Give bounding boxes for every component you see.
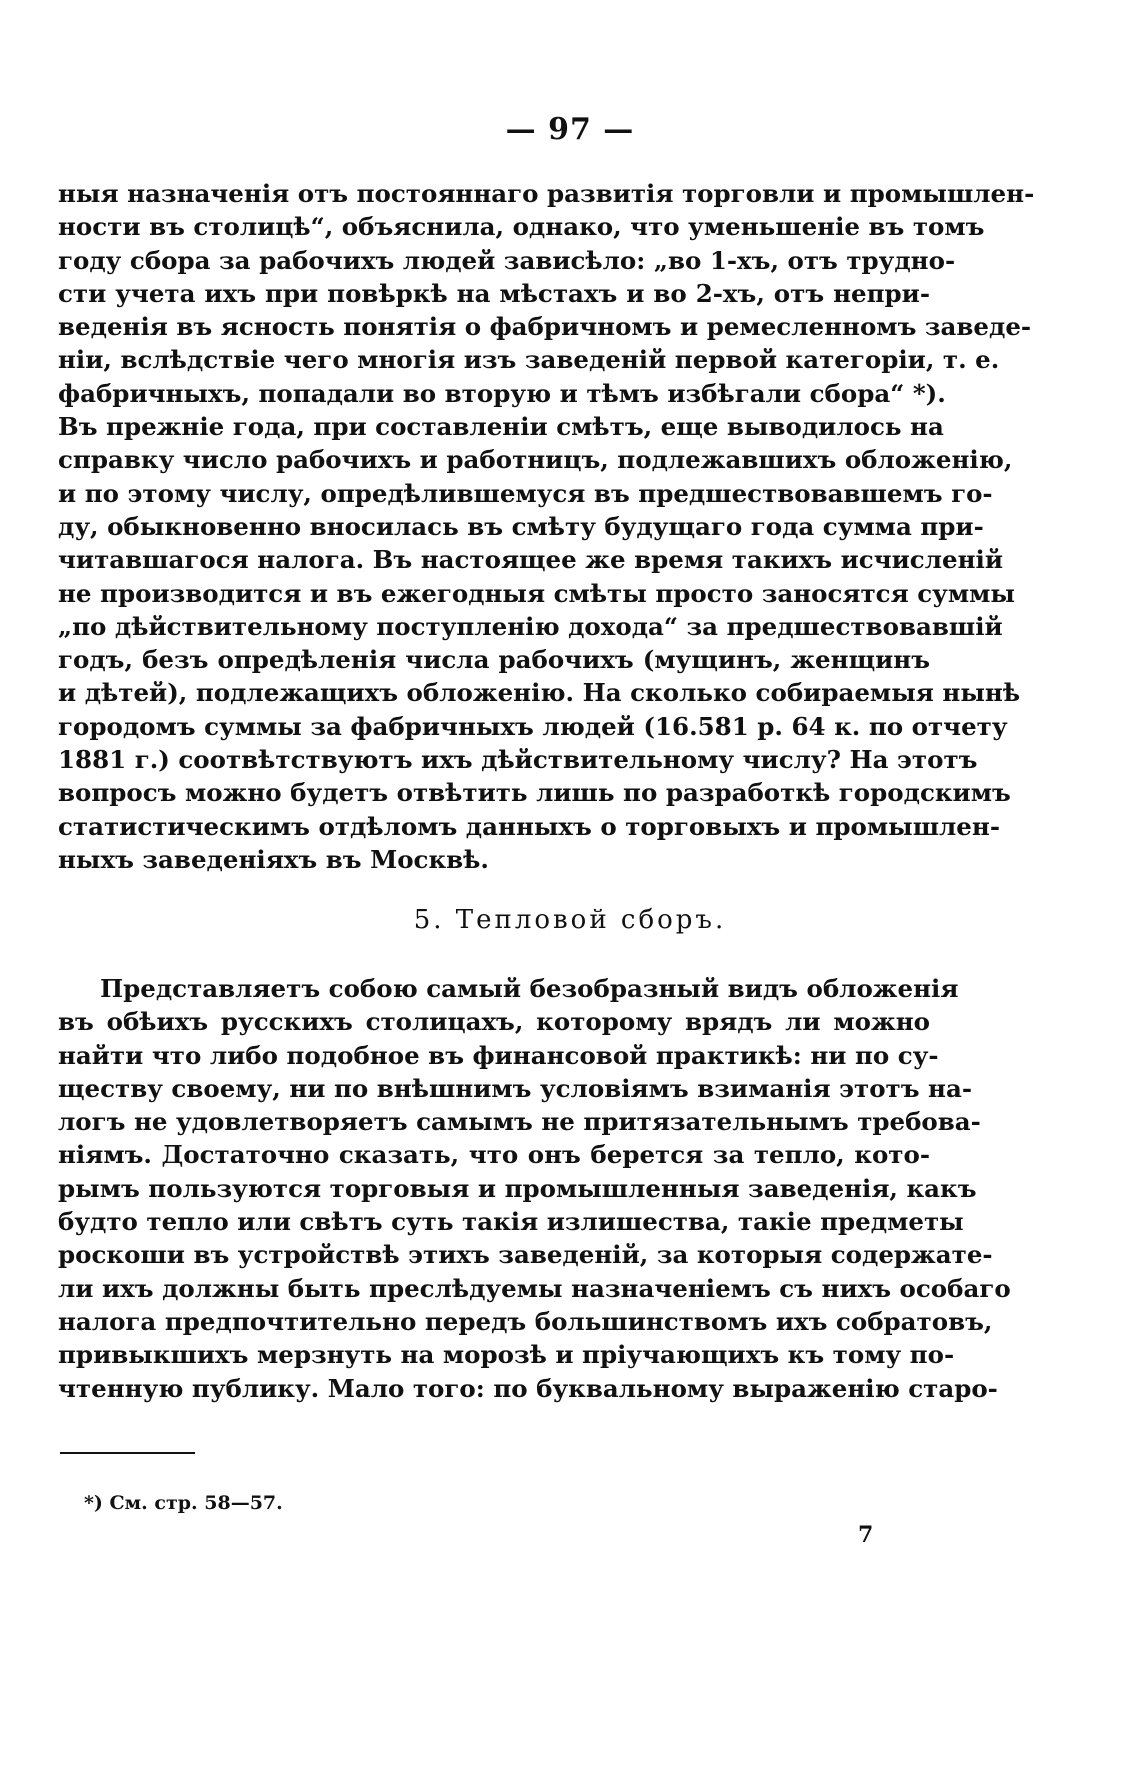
text-line: и по этому числу, опредѣлившемуся въ предшествовавшемъ го-: [58, 478, 993, 508]
text-line: найти что либо подобное въ финансовой практикѣ: ни по су-: [58, 1040, 939, 1070]
text-line: статистическимъ отдѣломъ данныхъ о торговыхъ и промышлен-: [58, 811, 1000, 841]
text-line: фабричныхъ, попадали во вторую и тѣмъ избѣгали сбора“ *).: [58, 378, 946, 408]
text-line: „по дѣйствительному поступленію дохода“ за предшествовавшій: [58, 611, 1003, 641]
text-line: и дѣтей), подлежащихъ обложенію. На сколько собираемыя нынѣ: [58, 678, 1021, 708]
text-line: въ обѣихъ русскихъ столицахъ, которому врядъ ли можно: [58, 1007, 930, 1037]
text-line: привыкшихъ мерзнуть на морозѣ и пріучающихъ къ тому по-: [58, 1340, 955, 1370]
paragraph-1: [58, 177, 1035, 876]
text-line: вопросъ можно будетъ отвѣтить лишь по разработкѣ городскимъ: [58, 778, 1011, 808]
text-line: ныхъ заведеніяхъ въ Москвѣ.: [58, 844, 489, 874]
text-line: справку число рабочихъ и работницъ, подлежавшихъ обложенію,: [58, 445, 1013, 475]
text-line: не производится и въ ежегодныя смѣты просто заносятся суммы: [58, 578, 1015, 608]
text-line: ду, обыкновенно вносилась въ смѣту будущаго года сумма при-: [58, 511, 984, 541]
section-heading: 5. Тепловой сборъ.: [413, 905, 727, 935]
page-number: — 97 —: [505, 112, 635, 147]
footnote: *) См. стр. 58—57.: [84, 1492, 283, 1514]
text-line: логъ не удовлетворяетъ самымъ не притязательнымъ требова-: [58, 1107, 981, 1137]
text-line: Представляетъ собою самый безобразный видъ обложенія: [100, 974, 959, 1003]
text-line: году сбора за рабочихъ людей зависѣло: „во 1-хъ, отъ трудно-: [58, 245, 956, 275]
footnote-divider: [60, 1452, 195, 1454]
text-line: городомъ суммы за фабричныхъ людей (16.581 р. 64 к. по отчету: [58, 711, 1008, 741]
text-line: роскоши въ устройствѣ этихъ заведеній, за которыя содержате-: [58, 1240, 993, 1270]
text-line: рымъ пользуются торговыя и промышленныя заведенія, какъ: [58, 1173, 977, 1203]
text-line: веденія въ ясность понятія о фабричномъ и ремесленномъ заведе-: [58, 312, 1032, 342]
text-line: ществу своему, ни по внѣшнимъ условіямъ взиманія этотъ на-: [58, 1073, 973, 1103]
paragraph-2: [58, 972, 1011, 1405]
text-line: ніи, вслѣдствіе чего многія изъ заведеній первой категоріи, т. е.: [58, 345, 1000, 375]
text-line: ніямъ. Достаточно сказать, что онъ берется за тепло, кото-: [58, 1140, 930, 1170]
text-line: ныя назначенія отъ постояннаго развитія торговли и промышлен-: [58, 179, 1035, 208]
text-line: сти учета ихъ при повѣркѣ на мѣстахъ и во 2-хъ, отъ непри-: [58, 278, 930, 308]
text-line: налога предпочтительно передъ большинствомъ ихъ собратовъ,: [58, 1306, 993, 1336]
text-line: чтенную публику. Мало того: по буквальному выраженію старо-: [58, 1373, 998, 1403]
text-line: Въ прежніе года, при составленіи смѣтъ, еще выводилось на: [58, 412, 944, 442]
text-line: ности въ столицѣ“, объяснила, однако, что уменьшеніе въ томъ: [58, 212, 985, 242]
text-line: годъ, безъ опредѣленія числа рабочихъ (мущинъ, женщинъ: [58, 645, 930, 675]
text-line: ли ихъ должны быть преслѣдуемы назначеніемъ съ нихъ особаго: [58, 1273, 1011, 1303]
signature-mark: 7: [858, 1522, 874, 1548]
text-line: будто тепло или свѣтъ суть такія излишества, такіе предметы: [58, 1207, 964, 1237]
text-line: 1881 г.) соотвѣтствуютъ ихъ дѣйствительному числу? На этотъ: [58, 745, 978, 775]
text-line: читавшагося налога. Въ настоящее же время такихъ исчисленій: [58, 545, 1003, 575]
